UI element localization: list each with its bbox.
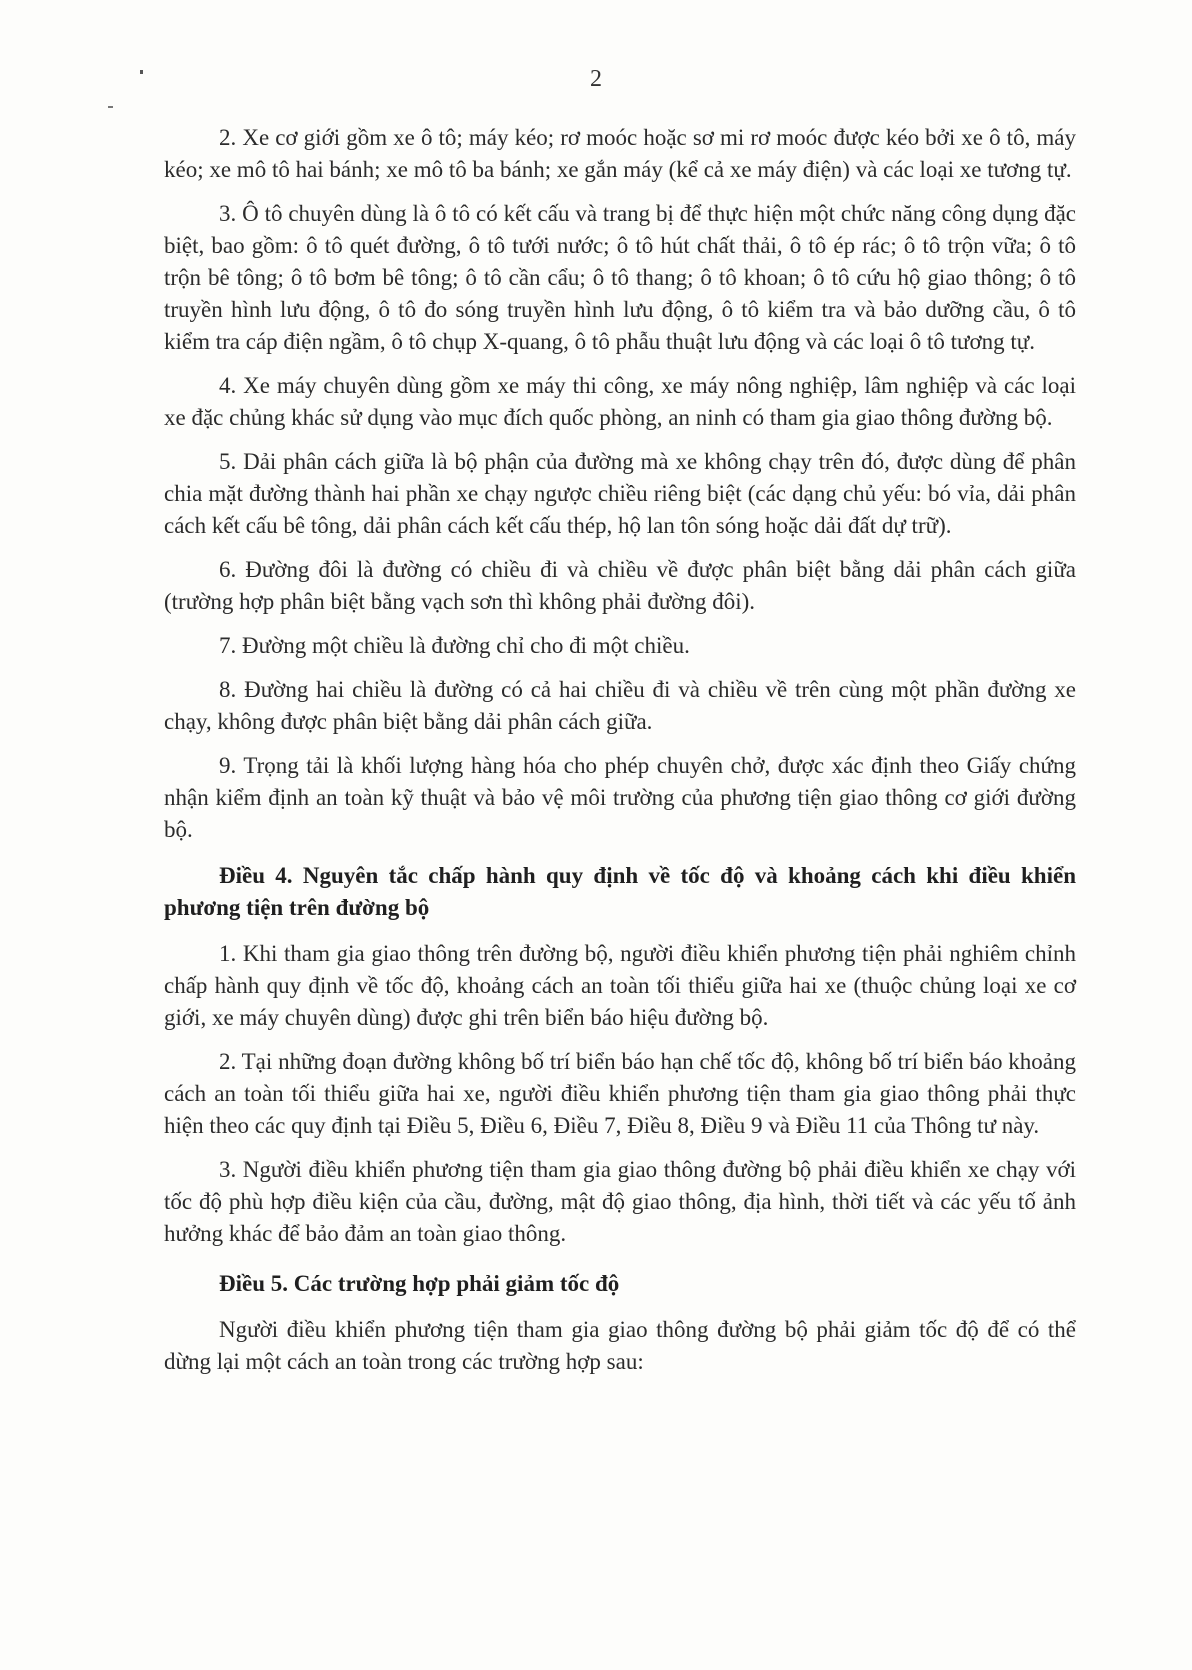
scan-speck: [108, 106, 113, 108]
document-body: [164, 122, 1076, 1390]
article-4-heading: Điều 4. Nguyên tắc chấp hành quy định về tốc độ và khoảng cách khi điều khiển phương tiện trên đường bộ: [164, 863, 1076, 920]
paragraph-4: 4. Xe máy chuyên dùng gồm xe máy thi công, xe máy nông nghiệp, lâm nghiệp và các loại xe đặc chủng khác sử dụng vào mục đích quốc phòng, an ninh có tham gia giao thông đường bộ.: [164, 373, 1076, 430]
paragraph-6: 6. Đường đôi là đường có chiều đi và chiều về được phân biệt bằng dải phân cách giữa (trường hợp phân biệt bằng vạch sơn thì không phải đường đôi).: [164, 557, 1076, 614]
article-4-paragraph-2: 2. Tại những đoạn đường không bố trí biển báo hạn chế tốc độ, không bố trí biển báo khoảng cách an toàn tối thiểu giữa hai xe, người điều khiển phương tiện tham gia giao thông phải thực hiện theo các quy định tại Điều 5, Điều 6, Điều 7, Điều 8, Điều 9 và Điều 11 của Thông tư này.: [164, 1049, 1076, 1138]
article-5-intro: Người điều khiển phương tiện tham gia giao thông đường bộ phải giảm tốc độ để có thể dừng lại một cách an toàn trong các trường hợp sau:: [164, 1317, 1076, 1374]
article-4-paragraph-1: 1. Khi tham gia giao thông trên đường bộ, người điều khiển phương tiện phải nghiêm chỉnh chấp hành quy định về tốc độ, khoảng cách an toàn tối thiểu giữa hai xe (thuộc chủng loại xe cơ giới, xe máy chuyên dùng) được ghi trên biển báo hiệu đường bộ.: [164, 941, 1076, 1030]
paragraph-8: 8. Đường hai chiều là đường có cả hai chiều đi và chiều về trên cùng một phần đường xe chạy, không được phân biệt bằng dải phân cách giữa.: [164, 677, 1076, 734]
paragraph-7: 7. Đường một chiều là đường chỉ cho đi một chiều.: [219, 633, 690, 658]
paragraph-2: 2. Xe cơ giới gồm xe ô tô; máy kéo; rơ moóc hoặc sơ mi rơ moóc được kéo bởi xe ô tô, máy kéo; xe mô tô hai bánh; xe mô tô ba bánh; xe gắn máy (kể cả xe máy điện) và các loại xe tương tự.: [164, 125, 1076, 182]
article-5-heading: Điều 5. Các trường hợp phải giảm tốc độ: [219, 1271, 620, 1296]
paragraph-9: 9. Trọng tải là khối lượng hàng hóa cho phép chuyên chở, được xác định theo Giấy chứng nhận kiểm định an toàn kỹ thuật và bảo vệ môi trường của phương tiện giao thông cơ giới đường bộ.: [164, 753, 1076, 842]
paragraph-5: 5. Dải phân cách giữa là bộ phận của đường mà xe không chạy trên đó, được dùng để phân chia mặt đường thành hai phần xe chạy ngược chiều riêng biệt (các dạng chủ yếu: bó vỉa, dải phân cách kết cấu bê tông, dải phân cách kết cấu thép, hộ lan tôn sóng hoặc dải đất dự trữ).: [164, 449, 1076, 538]
article-4-paragraph-3: 3. Người điều khiển phương tiện tham gia giao thông đường bộ phải điều khiển xe chạy với tốc độ phù hợp điều kiện của cầu, đường, mật độ giao thông, địa hình, thời tiết và các yếu tố ảnh hưởng khác để bảo đảm an toàn giao thông.: [164, 1157, 1076, 1246]
paragraph-3: 3. Ô tô chuyên dùng là ô tô có kết cấu và trang bị để thực hiện một chức năng công dụng đặc biệt, bao gồm: ô tô quét đường, ô tô tưới nước; ô tô hút chất thải, ô tô ép rác; ô tô trộn vữa; ô tô trộn bê tông; ô tô bơm bê tông; ô tô cần cẩu; ô tô thang; ô tô khoan; ô tô cứu hộ giao thông; ô tô truyền hình lưu động, ô tô đo sóng truyền hình lưu động, ô tô kiểm tra và bảo dưỡng cầu, ô tô kiểm tra cáp điện ngầm, ô tô chụp X-quang, ô tô phẫu thuật lưu động và các loại ô tô tương tự.: [164, 201, 1076, 354]
page-number: 2: [590, 66, 602, 92]
